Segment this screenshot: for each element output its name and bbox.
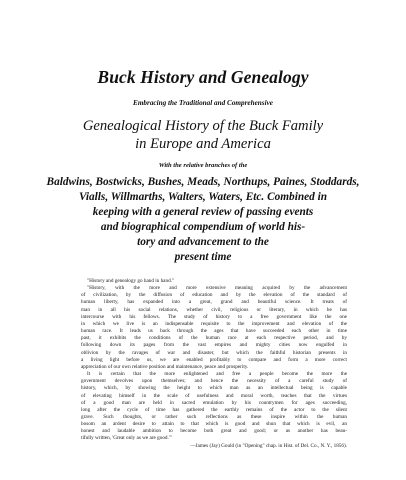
quote-line: appreciation of our own relative position and maintenance, peace and prosperity. bbox=[81, 363, 249, 370]
quote-line: of elevating himself in the scale of usefulness and moral worth, teaches that the virtues bbox=[81, 392, 347, 399]
book-title: Buck History and Genealogy bbox=[97, 67, 309, 87]
quote-line: following down its pages from the vast empires and mighty cities now engulfed in bbox=[81, 342, 347, 349]
quote-line: long after the cycle of time has gathered the earthly remains of the actor to the silent bbox=[81, 406, 347, 413]
main-title-line: Genealogical History of the Buck Family bbox=[82, 118, 324, 134]
quote-line: bosom an ardent desire to attain to that which is good and shun that which is evil, an bbox=[81, 421, 347, 428]
quote-line: It is certain that the more enlightened and free a people become the more the bbox=[87, 371, 347, 378]
quote-line: human race. It leads us back through the ages that have succeeded each other in time bbox=[81, 328, 347, 335]
family-names-line: keeping with a general review of passing events bbox=[92, 206, 314, 218]
quote-line: government devolves upon themselves; and hence the necessity of a careful study of bbox=[81, 378, 347, 385]
quote-line: a living light before us, we are enabled profitably to compare and form a more correct bbox=[81, 356, 347, 363]
quote-line: intercourse with his fellows. The study of history to a free government like the one bbox=[81, 313, 347, 320]
quote-line: oblivion by the ravages of war and disaster, but which the faithful historian presents in bbox=[81, 349, 347, 356]
quote-line: history, which, by showing the height to which man as an intellectual being is capable bbox=[81, 385, 347, 392]
main-title-line: in Europe and America bbox=[135, 136, 271, 152]
book-subtitle: Embracing the Traditional and Comprehensive bbox=[133, 99, 273, 107]
quote-line: past, it exhibits the conditions of the human race at each respective period, and by bbox=[81, 335, 347, 342]
family-names bbox=[0, 175, 406, 265]
main-title bbox=[0, 117, 406, 153]
family-names-line: Vialls, Willmarths, Walters, Waters, Etc. Combined in bbox=[78, 191, 328, 203]
quote-line: of a good man are held in sacred emulation by his countrymen for ages succeeding, bbox=[81, 399, 347, 406]
quote-line: "History and genealogy go hand in hand." bbox=[87, 278, 175, 284]
quote-line: "History, with the more and more extensive meaning acquired by the advancement bbox=[87, 285, 347, 292]
quote-citation: —James (Jay) Gould (in "Opening" chap. in Hist. of Del. Co., N. Y., 1856). bbox=[190, 442, 347, 449]
quote-line: grave. Such thoughts, or rather such reflections as these inspire within the human bbox=[81, 413, 347, 420]
branches-intro: With the relative branches of the bbox=[158, 162, 248, 169]
quote-line: tifully written, 'Great only as we are good.'" bbox=[81, 435, 172, 442]
family-names-line: and biographical compendium of world his- bbox=[100, 221, 306, 233]
quote-line: honest and laudable ambition to become both great and good; or as another has beau- bbox=[81, 428, 347, 435]
family-names-line: Baldwins, Bostwicks, Bushes, Meads, Northups, Paines, Stoddards, bbox=[46, 176, 360, 188]
quote-line: of civilization, by the diffusion of education and by the elevation of the standard of bbox=[81, 292, 347, 299]
history-quote bbox=[81, 278, 347, 450]
family-names-line: tory and advancement to the bbox=[137, 236, 269, 248]
quote-line: human liberty, has expanded into a great, grand and beautiful science. It treats of bbox=[81, 299, 347, 306]
family-names-line: present time bbox=[174, 251, 232, 263]
quote-line: man in all his social relations, whether civil, religious or literary, in which he has bbox=[81, 306, 347, 313]
quote-line: in which we live is an indispensable requisite to the improvement and elevation of the bbox=[81, 320, 347, 327]
